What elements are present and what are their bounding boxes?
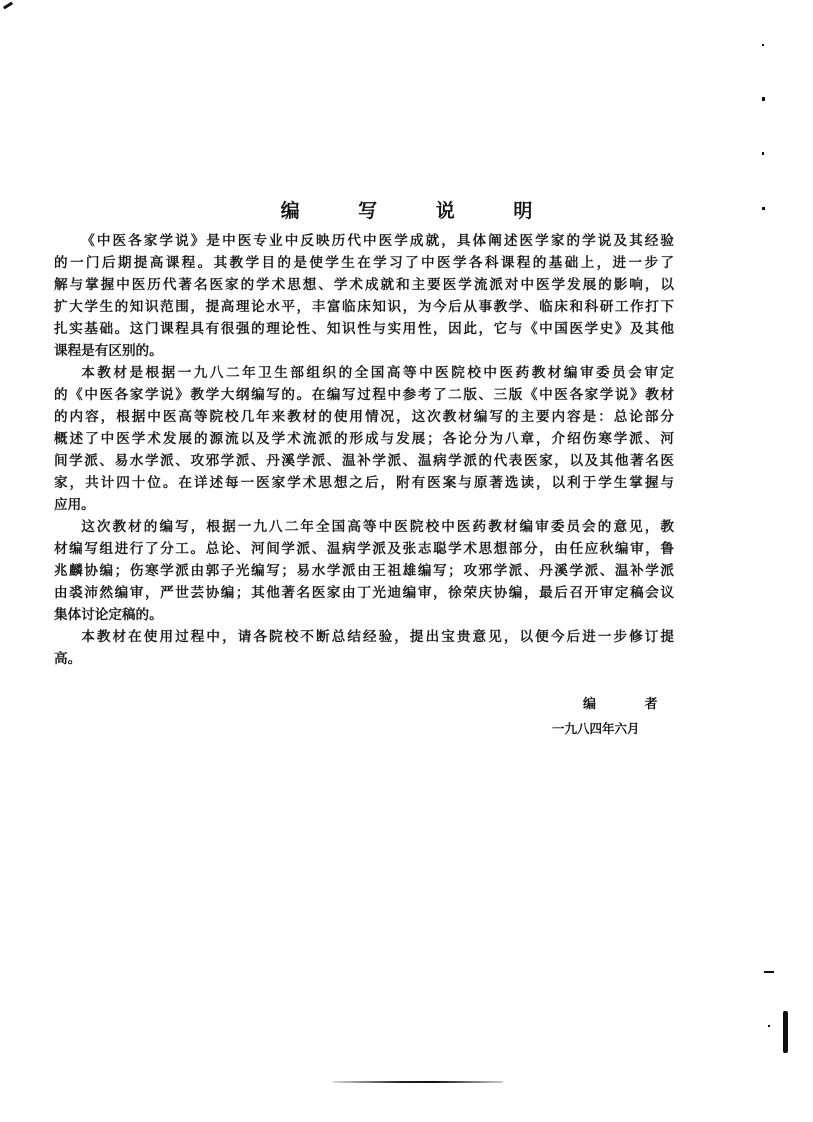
text-line: 应用。 — [54, 497, 95, 513]
text-line: 课程是有区别的。 — [54, 343, 163, 359]
text-line: 的一门后期提高课程。其教学目的是使学生在学习了中医学各科课程的基础上，进一步了 — [54, 255, 674, 271]
text-line: 材编写组进行了分工。总论、河间学派、温病学派及张志聪学术思想部分，由任应秋编审，鲁 — [54, 541, 674, 557]
edge-speck — [762, 152, 764, 155]
author-signature: 编 者 — [583, 697, 680, 712]
margin-stroke-mark — [783, 1011, 788, 1053]
text-line: 的《中医各家学说》教学大纲编写的。在编写过程中参考了二版、三版《中医各家学说》教材 — [54, 387, 674, 403]
footer-scan-line — [333, 1081, 503, 1083]
text-line: 兆麟协编；伤寒学派由郭子光编写；易水学派由王祖雄编写；攻邪学派、丹溪学派、温补学派 — [54, 563, 674, 579]
body-text — [54, 230, 674, 670]
paragraph-4 — [54, 626, 674, 670]
edge-speck — [762, 97, 765, 101]
text-line: 解与掌握中医历代著名医家的学术思想、学术成就和主要医学流派对中医学发展的影响，以 — [54, 277, 674, 293]
text-line: 本教材是根据一九八二年卫生部组织的全国高等中医院校中医药教材编审委员会审定 — [81, 365, 674, 381]
paragraph-2 — [54, 362, 674, 516]
page-title: 编 写 说 明 — [280, 199, 559, 222]
text-line: 的内容，根据中医高等院校几年来教材的使用情况，这次教材编写的主要内容是：总论部分 — [54, 409, 674, 425]
text-line: 概述了中医学术发展的源流以及学术流派的形成与发展；各论分为八章，介绍伤寒学派、河 — [54, 431, 674, 447]
text-line: 间学派、易水学派、攻邪学派、丹溪学派、温补学派、温病学派的代表医家，以及其他著名医 — [54, 453, 674, 469]
paragraph-3 — [54, 516, 674, 626]
edge-speck — [762, 44, 764, 46]
text-line: 《中医各家学说》是中医专业中反映历代中医学成就，具体阐述医学家的学说及其经验 — [81, 233, 674, 249]
text-line: 由裘沛然编审，严世芸协编；其他著名医家由丁光迪编审，徐荣庆协编，最后召开审定稿会议 — [54, 585, 674, 601]
margin-speck — [768, 1025, 770, 1027]
paragraph-1 — [54, 230, 674, 362]
text-line: 本教材在使用过程中，请各院校不断总结经验，提出宝贵意见，以便今后进一步修订提 — [81, 629, 674, 645]
text-line: 这次教材的编写，根据一九八二年全国高等中医院校中医药教材编审委员会的意见，教 — [81, 519, 674, 535]
text-line: 家，共计四十位。在详述每一医家学术思想之后，附有医案与原著选读，以利于学生掌握与 — [54, 475, 674, 491]
text-line: 扎实基础。这门课程具有很强的理论性、知识性与实用性，因此，它与《中国医学史》及其他 — [54, 321, 674, 337]
publication-date: 一九八四年六月 — [552, 721, 640, 736]
corner-scan-mark — [3, 2, 13, 10]
text-line: 高。 — [54, 651, 82, 667]
text-line: 扩大学生的知识范围，提高理论水平，丰富临床知识，为今后从事教学、临床和科研工作打下 — [54, 299, 674, 315]
margin-dash-mark — [764, 971, 774, 973]
text-line: 集体讨论定稿的。 — [54, 607, 163, 623]
